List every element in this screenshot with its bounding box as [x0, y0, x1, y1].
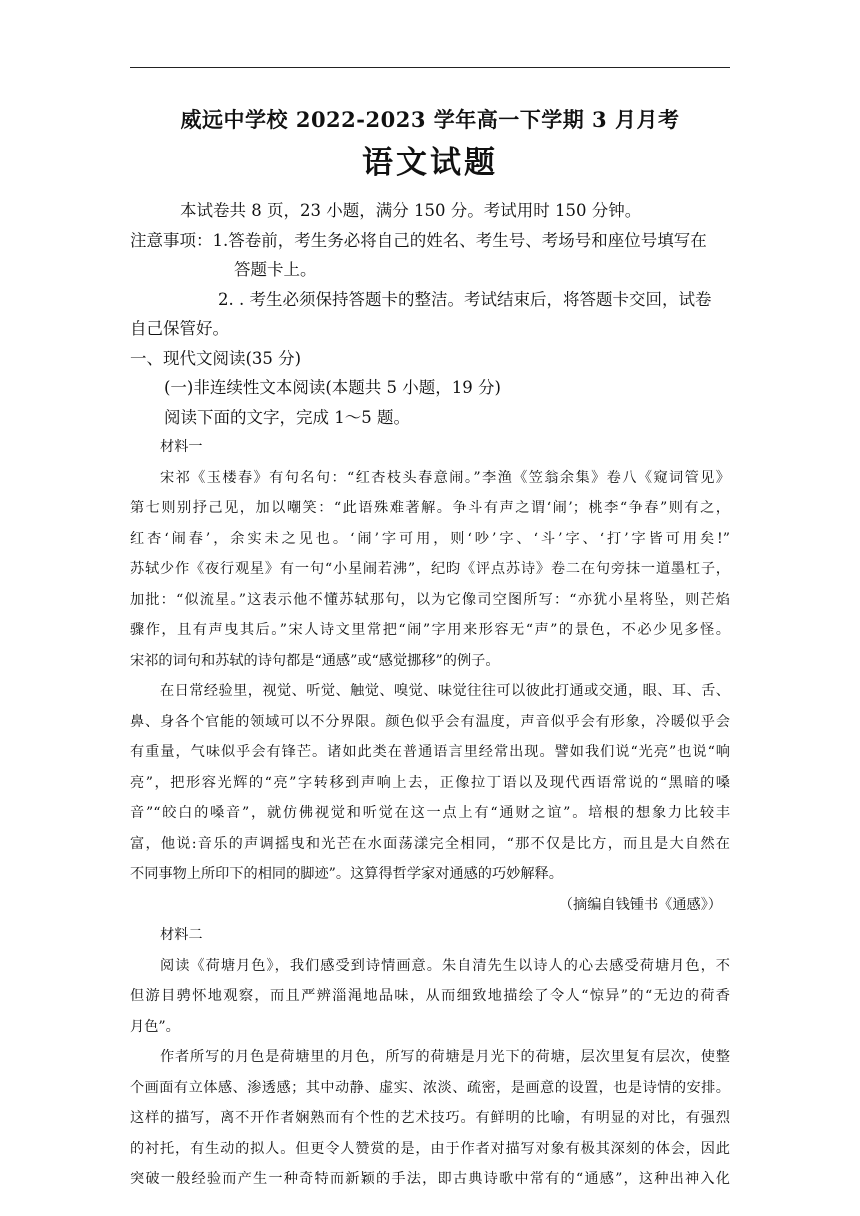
exam-title: 威远中学校 2022-2023 学年高一下学期 3 月月考 [180, 107, 680, 132]
notes-line-1-cont: 答题卡上。 [234, 260, 317, 279]
material-1-line: 第七则别抒己见，加以嘲笑：“此语殊难著解。争斗有声之谓‘闹’；桃李“争春”则有之， [130, 500, 730, 516]
material-2-line: 作者所写的月色是荷塘里的月色，所写的荷塘是月光下的荷塘，层次里复有层次，使整 [160, 1049, 730, 1065]
intro-text: 本试卷共 8 页，23 小题，满分 150 分。考试用时 150 分钟。 [180, 201, 642, 220]
material-1-source: （摘编自钱锺书《通感》） [558, 896, 722, 913]
material-2-line: 阅读《荷塘月色》，我们感受到诗情画意。朱自清先生以诗人的心去感受荷塘月色，不 [160, 957, 730, 974]
material-1-line: 有重量，气味似乎会有锋芒。诸如此类在普通语言里经常出现。譬如我们说“光亮”也说“响 [130, 744, 730, 760]
material-1-line: 骤作，且有声曳其后。”宋人诗文里常把“闹”字用来形容无“声”的景色，不必少见多怪。 [130, 622, 730, 638]
material-1-label: 材料一 [160, 439, 203, 455]
material-1-line: 苏轼少作《夜行观星》有一句“小星闹若沸”，纪昀《评点苏诗》卷二在句旁抹一道墨杠子， [130, 561, 730, 577]
section-heading: 一、现代文阅读(35 分) [130, 348, 302, 368]
material-1-line: 音”“皎白的嗓音”，就仿佛视觉和听觉在这一点上有“通财之谊”。培根的想象力比较丰 [130, 805, 730, 821]
notes-line-1: 注意事项：1.答卷前，考生务必将自己的姓名、考生号、考场号和座位号填写在 [130, 230, 707, 250]
subject-title: 语文试题 [362, 145, 498, 181]
material-1-line: 富，他说:音乐的声调摇曳和光芒在水面荡漾完全相同，“那不仅是比方，而且是大自然在 [130, 835, 730, 852]
document-body [130, 196, 730, 1195]
material-2-line: 突破一般经验而产生一种奇特而新颖的手法，即古典诗歌中常有的“通感”，这种出神入化 [130, 1171, 730, 1187]
notes-line-2: 2. . 考生必须保持答题卡的整洁。考试结束后，将答题卡交回，试卷 [218, 289, 712, 309]
material-1-line: 宋祁的词句和苏轼的诗句都是“通感”或“感觉挪移”的例子。 [130, 652, 500, 669]
material-1-line: 不同事物上所印下的相同的脚迹”。这算得哲学家对通感的巧妙解释。 [130, 866, 563, 882]
material-1-line: 在日常经验里，视觉、听觉、触觉、嗅觉、味觉往往可以彼此打通或交通，眼、耳、舌、 [160, 683, 730, 699]
notes-line-2-cont: 自己保管好。 [130, 319, 229, 338]
material-2-line: 个画面有立体感、渗透感；其中动静、虚实、浓淡、疏密，是画意的设置，也是诗情的安排。 [130, 1079, 730, 1096]
material-1-line: 红杏‘闹春’，余实未之见也。‘闹’字可用，则‘吵’字、‘斗’字、‘打’字皆可用矣!” [130, 530, 730, 547]
top-rule [130, 67, 730, 68]
material-1-line: 宋祁《玉楼春》有句名句：“红杏枝头春意闹。”李渔《笠翁余集》卷八《窥词管见》 [160, 469, 730, 486]
subsection-heading: (一)非连续性文本阅读(本题共 5 小题，19 分) [164, 378, 501, 397]
material-2-line: 月色”。 [130, 1018, 180, 1035]
reading-instruction: 阅读下面的文字，完成 1～5 题。 [164, 407, 410, 427]
material-1-line: 加批：“似流星。”这表示他不懂苏轼那句，以为它像司空图所写：“亦犹小星将坠，则芒焰 [130, 591, 730, 608]
material-1-line: 亮”，把形容光辉的“亮”字转移到声响上去，正像拉丁语以及现代西语常说的“黑暗的嗓 [130, 774, 730, 791]
material-2-line: 但游目骋怀地观察，而且严辨淄渑地品味，从而细致地描绘了令人“惊异”的“无边的荷香 [130, 988, 730, 1004]
material-1-line: 鼻、身各个官能的领域可以不分界限。颜色似乎会有温度，声音似乎会有形象，冷暖似乎会 [130, 713, 730, 730]
material-2-line: 的衬托，有生动的拟人。但更令人赞赏的是，由于作者对描写对象有极其深刻的体会，因此 [130, 1140, 730, 1157]
material-2-label: 材料二 [160, 927, 203, 943]
material-2-line: 这样的描写，离不开作者娴熟而有个性的艺术技巧。有鲜明的比喻，有明显的对比，有强烈 [130, 1110, 730, 1126]
